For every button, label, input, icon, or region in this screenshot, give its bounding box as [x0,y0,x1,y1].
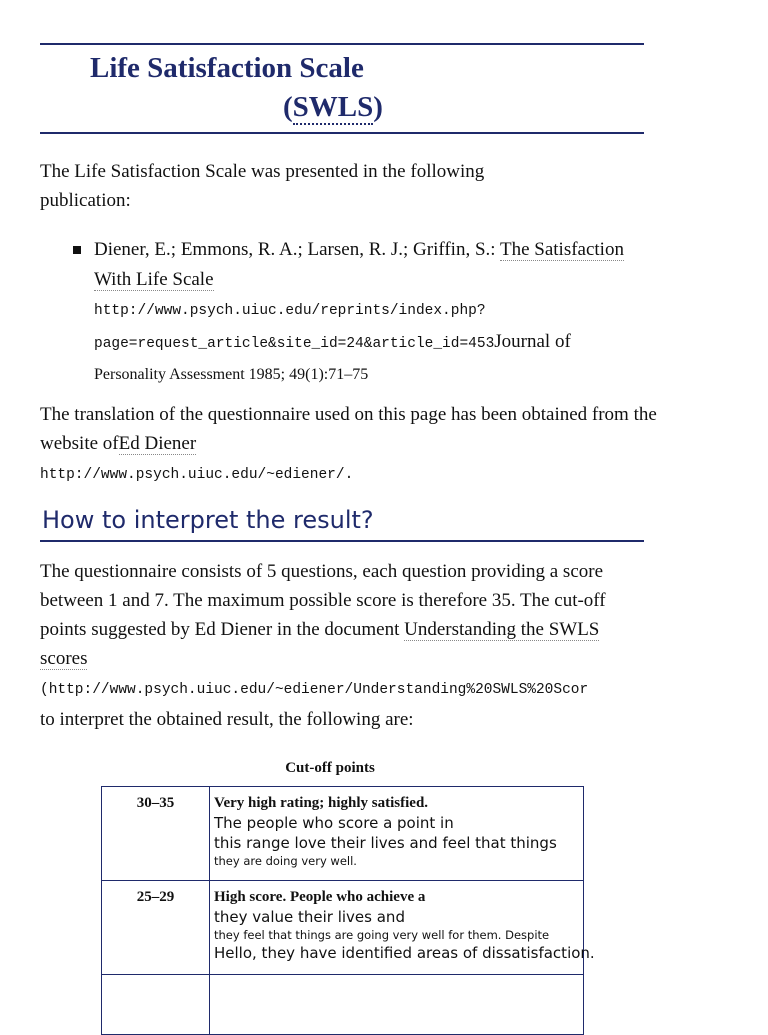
description-heading: High score. People who achieve a [214,889,426,905]
table-row [102,787,584,881]
description-line: they are doing very well. [214,854,357,868]
abbreviation-swls[interactable]: SWLS [292,91,374,123]
translation-period: . [344,467,354,483]
description-line: they feel that things are going very well for them. Despite [214,928,550,942]
title-top-rule [40,43,644,45]
score-range: 25–29 [102,881,210,975]
description-line: they value their lives and [214,908,405,926]
description-line: this range love their lives and feel that things [214,834,557,852]
interpret-trailing: to interpret the obtained result, the following are: [40,709,414,730]
reference-journal-details: Personality Assessment 1985; 49(1):71–75 [94,366,369,383]
score-description [210,881,595,975]
open-paren: ( [283,91,293,123]
table-caption: Cut-off points [285,760,375,776]
translation-url[interactable]: http://www.psych.uiuc.edu/~ediener/ [40,467,345,483]
reference-authors: Diener, E.; Emmons, R. A.; Larsen, R. J.; Griffin, S.: [94,239,500,260]
reference-url-part1[interactable]: http://www.psych.uiuc.edu/reprints/index.php? [94,303,486,319]
cutoff-table [101,786,595,1035]
page-title-abbreviation [283,91,383,124]
score-description [210,787,584,881]
description-line: Hello, they have identified areas of dissatisfaction. [214,944,595,962]
translation-paragraph [40,400,670,490]
translation-link[interactable]: Ed Diener [118,433,197,454]
reference-url-part2[interactable]: page=request_article&site_id=24&article_id=453 [94,335,495,352]
reference-list-item [94,235,654,390]
interpret-link[interactable]: Understanding the SWLS scores [40,619,600,669]
section-heading: How to interpret the result? [42,506,374,534]
table-row [102,881,584,975]
score-range [102,975,210,1035]
page-title: Life Satisfaction Scale [90,52,364,84]
intro-text: The Life Satisfaction Scale was presented in the following publication: [40,161,485,211]
interpret-paragraph [40,557,620,734]
title-bottom-rule [40,132,644,134]
score-description [210,975,584,1035]
intro-paragraph [40,157,510,215]
bullet-icon [73,246,81,254]
reference-link[interactable]: The Satisfaction With Life Scale [94,239,624,290]
interpret-text: The questionnaire consists of 5 questions, each question providing a score between 1 and 7. The maximum possible score is therefore 35. The cut-off points suggested by Ed Diener in the document [40,561,606,640]
interpret-url[interactable]: (http://www.psych.uiuc.edu/~ediener/Understanding%20SWLS%20Scor [40,682,589,698]
score-range: 30–35 [102,787,210,881]
table-row [102,975,584,1035]
reference-journal: Journal of [494,330,571,352]
section-rule [40,540,644,542]
description-line: The people who score a point in [214,814,454,832]
description-heading: Very high rating; highly satisfied. [214,795,429,811]
translation-text: The translation of the questionnaire used on this page has been obtained from the website of [40,404,657,454]
close-paren: ) [373,91,383,123]
